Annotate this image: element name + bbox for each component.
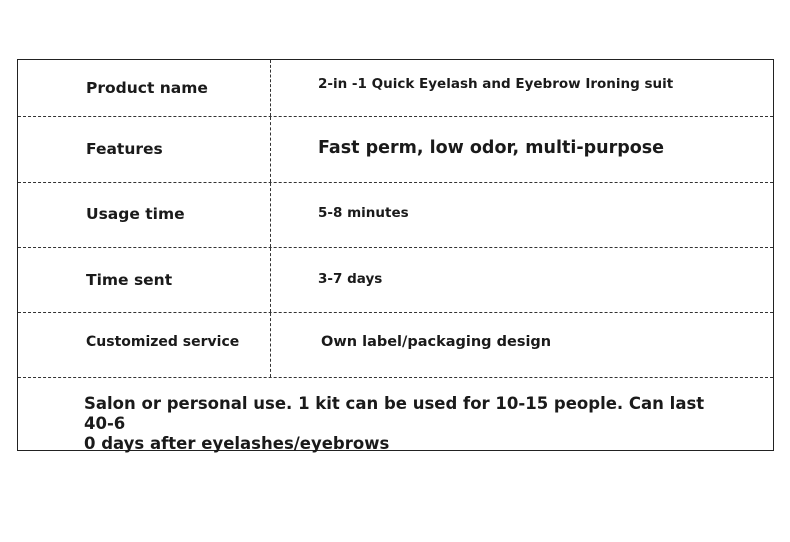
table-row-customized-service xyxy=(18,313,773,378)
usage-note: Salon or personal use. 1 kit can be used for 10-15 people. Can last 40-6 0 days after eyelashes/eyebrows xyxy=(84,394,705,453)
table-row-time-sent xyxy=(18,248,773,313)
row-label: Usage time xyxy=(18,183,271,247)
table-row-usage-time xyxy=(18,183,773,248)
row-value: 2-in -1 Quick Eyelash and Eyebrow Ironing suit xyxy=(318,76,674,92)
row-value: Own label/packaging design xyxy=(321,334,552,350)
product-spec-table xyxy=(17,59,774,451)
row-label: Features xyxy=(18,117,271,182)
table-row-features xyxy=(18,117,773,183)
row-value: 3-7 days xyxy=(318,271,383,287)
row-value: Fast perm, low odor, multi-purpose xyxy=(318,137,665,158)
row-label: Product name xyxy=(18,60,271,116)
row-value: 5-8 minutes xyxy=(318,205,409,221)
row-label: Customized service xyxy=(18,313,271,377)
row-label: Time sent xyxy=(18,248,271,312)
table-row-product-name xyxy=(18,60,773,117)
